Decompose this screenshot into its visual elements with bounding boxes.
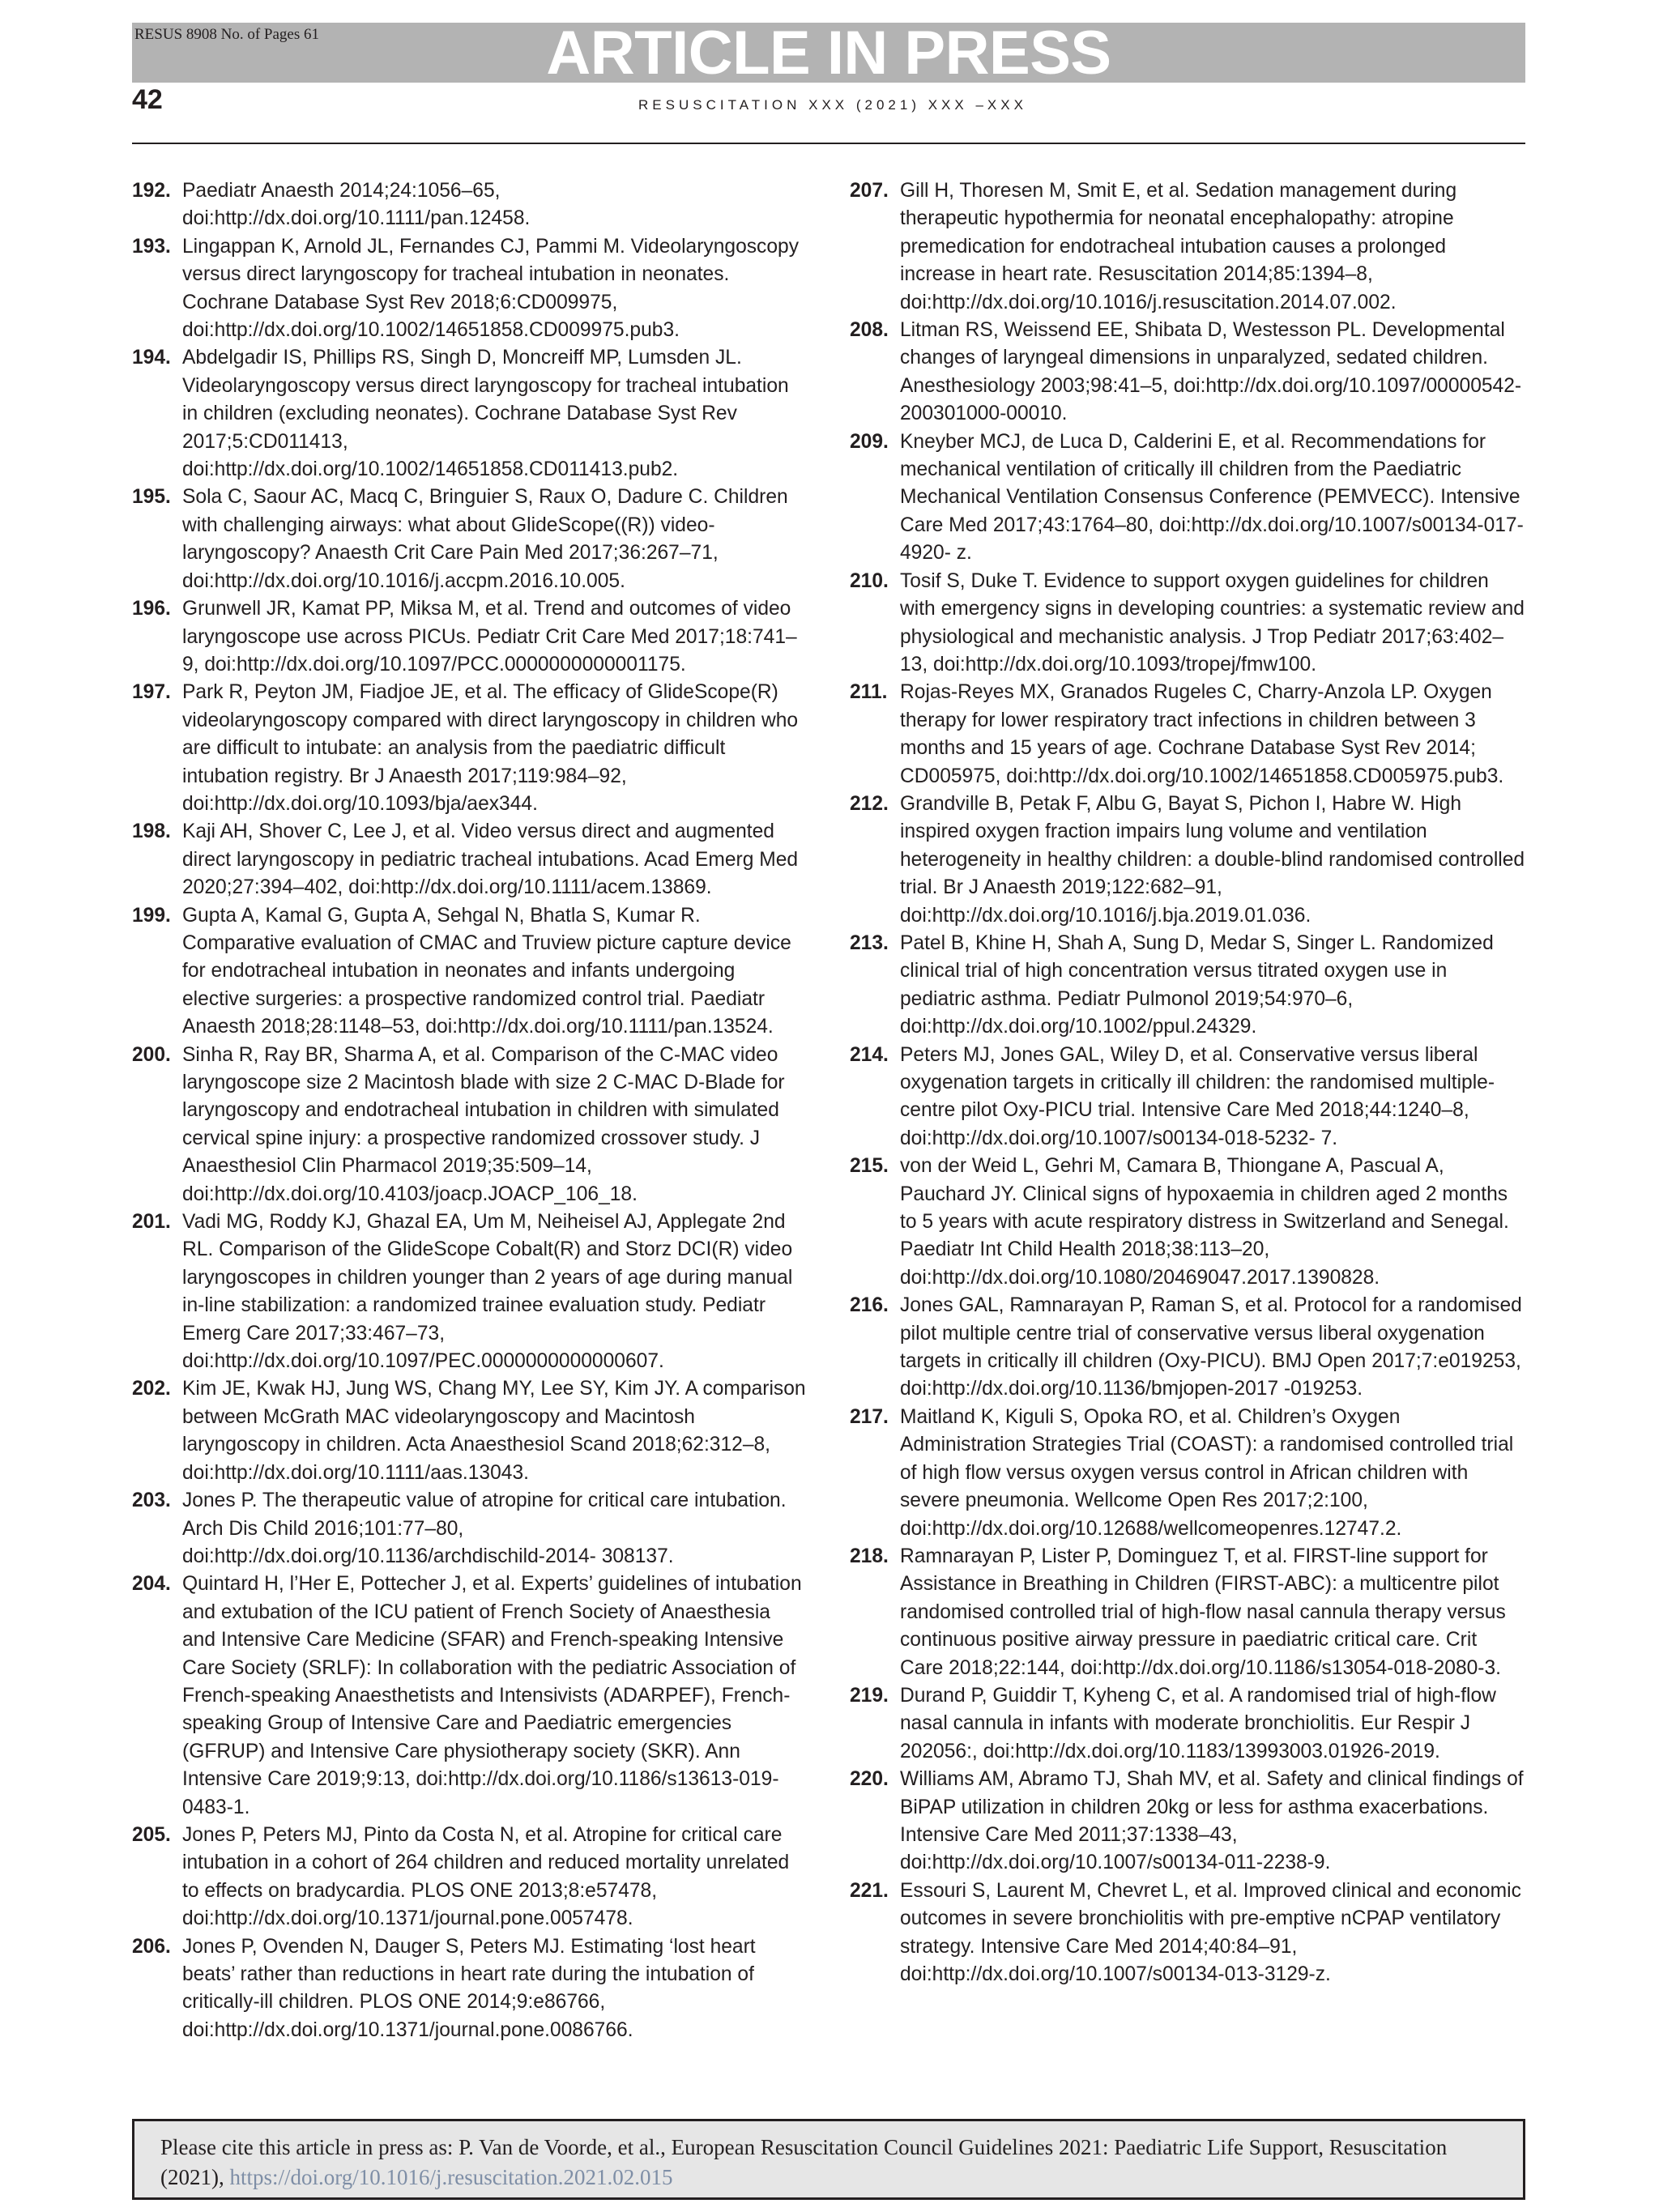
reference-number: 203. [132, 1490, 171, 1512]
reference-number: 205. [132, 1823, 171, 1846]
reference-number: 202. [132, 1378, 171, 1400]
reference-number: 216. [850, 1294, 889, 1317]
reference-number: 207. [850, 180, 889, 202]
reference-item [132, 233, 808, 345]
reference-text: Park R, Peyton JM, Fiadjoe JE, et al. The efficacy of GlideScope(R) videolaryngoscopy compared with direct laryngoscopy in children who are difficult to intubate: an analysis from the paediatric difficult intubation registry. Br J Anaesth 2017;119:984–92, doi:http://dx.doi.org/10.1093/bja/aex344. [182, 681, 799, 815]
reference-number: 214. [850, 1043, 889, 1066]
citation-text: Please cite this article in press as: P. Van de Voorde, et al., European Resuscitation Council Guidelines 2021: Paediatric Life Support, Resuscitation (2021), [160, 2135, 1448, 2189]
reference-number: 197. [132, 681, 171, 704]
reference-text: Ramnarayan P, Lister P, Dominguez T, et al. FIRST-line support for Assistance in Breathing in Children (FIRST-ABC): a multicentre pilot randomised controlled trial of high-flow nasal cannula therapy versus continuous positive airway pressure in paediatric critical care. Crit Care 2018;22:144, doi:http://dx.doi.org/10.1186/s13054-018-2080-3. [900, 1545, 1506, 1679]
reference-text: Jones P, Ovenden N, Dauger S, Peters MJ. Estimating ‘lost heart beats’ rather than reductions in heart rate during the intubation of critically-ill children. PLOS ONE 2014;9:e86766, doi:http://dx.doi.org/10.1371/journal.pone.0086766. [182, 1935, 756, 2041]
reference-number: 204. [132, 1573, 171, 1596]
reference-number: 206. [132, 1935, 171, 1958]
reference-item [850, 1153, 1525, 1292]
reference-list-left [132, 177, 808, 2044]
reference-item [132, 1042, 808, 1208]
journal-running-head: RESUSCITATION XXX (2021) XXX –XXX [638, 97, 1027, 113]
banner-title: ARTICLE IN PRESS [546, 19, 1111, 87]
reference-text: Kaji AH, Shover C, Lee J, et al. Video versus direct and augmented direct laryngoscopy in pediatric tracheal intubations. Acad Emerg Med 2020;27:394–402, doi:http://dx.doi.org/10.1111/acem.13869. [182, 820, 799, 899]
reference-text: Paediatr Anaesth 2014;24:1056–65, doi:http://dx.doi.org/10.1111/pan.12458. [182, 180, 531, 230]
reference-item [132, 1208, 808, 1375]
reference-text: Gupta A, Kamal G, Gupta A, Sehgal N, Bhatla S, Kumar R. Comparative evaluation of CMAC and Truview picture capture device for endotracheal intubation in neonates and infants undergoing elective surgeries: a prospective randomized control trial. Paediatr Anaesth 2018;28:1148–53, doi:http://dx.doi.org/10.1111/pan.13524. [182, 904, 791, 1038]
reference-item [132, 177, 808, 233]
article-id: RESUS 8908 No. of Pages 61 [134, 26, 320, 43]
reference-number: 192. [132, 180, 171, 202]
reference-number: 210. [850, 569, 889, 592]
reference-item [132, 679, 808, 818]
citation-notice [132, 2119, 1525, 2200]
reference-text: von der Weid L, Gehri M, Camara B, Thiongane A, Pascual A, Pauchard JY. Clinical signs of hypoxaemia in children aged 2 months to 5 years with acute respiratory distress in Switzerland and Senegal. Paediatr Int Child Health 2018;38:113–20, doi:http://dx.doi.org/10.1080/20469047.2017.1390828. [900, 1155, 1509, 1289]
reference-item [850, 1292, 1525, 1404]
reference-item [132, 902, 808, 1042]
reference-text: Grandville B, Petak F, Albu G, Bayat S, Pichon I, Habre W. High inspired oxygen fraction impairs lung volume and ventilation heterogeneity in healthy children: a double-blind randomised controlled trial. Br J Anaesth 2019;122:682–91, doi:http://dx.doi.org/10.1016/j.bja.2019.01.036. [900, 792, 1525, 927]
reference-item [132, 344, 808, 484]
reference-item [850, 428, 1525, 568]
reference-text: Sinha R, Ray BR, Sharma A, et al. Comparison of the C-MAC video laryngoscope size 2 Macintosh blade with size 2 C-MAC D-Blade for laryngoscopy and endotracheal intubation in children with simulated cervical spine injury: a prospective randomized crossover study. J Anaesthesiol Clin Pharmacol 2019;35:509–14, doi:http://dx.doi.org/10.4103/joacp.JOACP_106_18. [182, 1043, 785, 1205]
reference-text: Peters MJ, Jones GAL, Wiley D, et al. Conservative versus liberal oxygenation targets in critically ill children: the randomised multiple-centre pilot Oxy-PICU trial. Intensive Care Med 2018;44:1240–8, doi:http://dx.doi.org/10.1007/s00134-018-5232- 7. [900, 1043, 1495, 1149]
reference-item [850, 1404, 1525, 1543]
reference-text: Vadi MG, Roddy KJ, Ghazal EA, Um M, Neiheisel AJ, Applegate 2nd RL. Comparison of the GlideScope Cobalt(R) and Storz DCI(R) video laryngoscopes in children younger than 2 years of age during manual in-line stabilization: a randomized trainee evaluation study. Pediatr Emerg Care 2017;33:467–73, doi:http://dx.doi.org/10.1097/PEC.0000000000000607. [182, 1211, 793, 1373]
reference-number: 220. [850, 1768, 889, 1791]
reference-text: Quintard H, l’Her E, Pottecher J, et al. Experts’ guidelines of intubation and extubation of the ICU patient of French Society of Anaesthesia and Intensive Care Medicine (SFAR) and French-speaking Intensive Care Society (SRLF): In collaboration with the pediatric Association of French-speaking Anaesthetists and Intensivists (ADARPEF), French-speaking Group of Intensive Care and Paediatric emergencies (GFRUP) and Intensive Care physiotherapy society (SKR). Ann Intensive Care 2019;9:13, doi:http://dx.doi.org/10.1186/s13613-019-0483-1. [182, 1573, 802, 1818]
reference-text: Tosif S, Duke T. Evidence to support oxygen guidelines for children with emergency signs in developing countries: a systematic review and physiological and mechanistic analysis. J Trop Pediatr 2017;63:402–13, doi:http://dx.doi.org/10.1093/tropej/fmw100. [900, 569, 1525, 676]
reference-item [132, 484, 808, 595]
reference-number: 194. [132, 347, 171, 369]
reference-item [132, 1487, 808, 1571]
reference-number: 219. [850, 1684, 889, 1707]
reference-text: Jones P. The therapeutic value of atropine for critical care intubation. Arch Dis Child 2016;101:77–80, doi:http://dx.doi.org/10.1136/archdischild-2014- 308137. [182, 1490, 787, 1567]
reference-item [850, 1543, 1525, 1682]
reference-number: 215. [850, 1155, 889, 1178]
reference-text: Jones GAL, Ramnarayan P, Raman S, et al. Protocol for a randomised pilot multiple centre trial of conservative versus liberal oxygenation targets in critically ill children (Oxy-PICU). BMJ Open 2017;7:e019253, doi:http://dx.doi.org/10.1136/bmjopen-2017 -019253. [900, 1294, 1522, 1400]
reference-text: Jones P, Peters MJ, Pinto da Costa N, et al. Atropine for critical care intubation in a cohort of 264 children and reduced mortality unrelated to effects on bradycardia. PLOS ONE 2013;8:e57478, doi:http://dx.doi.org/10.1371/journal.pone.0057478. [182, 1823, 790, 1930]
reference-item [850, 317, 1525, 428]
reference-item [850, 1766, 1525, 1877]
reference-text: Kneyber MCJ, de Luca D, Calderini E, et al. Recommendations for mechanical ventilation of critically ill children from the Paediatric Mechanical Ventilation Consensus Conference (PEMVECC). Intensive Care Med 2017;43:1764–80, doi:http://dx.doi.org/10.1007/s00134-017-4920- z. [900, 430, 1524, 565]
page-number: 42 [132, 84, 163, 115]
reference-item [132, 818, 808, 901]
reference-number: 208. [850, 319, 889, 342]
reference-number: 196. [132, 598, 171, 620]
reference-number: 221. [850, 1879, 889, 1902]
reference-text: Essouri S, Laurent M, Chevret L, et al. Improved clinical and economic outcomes in severe bronchiolitis with pre-emptive nCPAP ventilatory strategy. Intensive Care Med 2014;40:84–91, doi:http://dx.doi.org/10.1007/s00134-013-3129-z. [900, 1879, 1521, 1985]
reference-number: 199. [132, 904, 171, 927]
reference-text: Grunwell JR, Kamat PP, Miksa M, et al. Trend and outcomes of video laryngoscope use across PICUs. Pediatr Crit Care Med 2017;18:741–9, doi:http://dx.doi.org/10.1097/PCC.0000000000001175. [182, 598, 797, 676]
reference-number: 213. [850, 931, 889, 954]
reference-item [850, 177, 1525, 317]
reference-text: Litman RS, Weissend EE, Shibata D, Westesson PL. Developmental changes of laryngeal dimensions in unparalyzed, sedated children. Anesthesiology 2003;98:41–5, doi:http://dx.doi.org/10.1097/00000542- 200301000-00010. [900, 319, 1522, 425]
reference-number: 217. [850, 1405, 889, 1428]
reference-number: 193. [132, 235, 171, 258]
reference-text: Gill H, Thoresen M, Smit E, et al. Sedation management during therapeutic hypothermia for neonatal encephalopathy: atropine premedication for endotracheal intubation causes a prolonged increase in heart rate. Resuscitation 2014;85:1394–8, doi:http://dx.doi.org/10.1016/j.resuscitation.2014.07.002. [900, 180, 1457, 313]
reference-number: 211. [850, 681, 888, 704]
reference-item [850, 568, 1525, 680]
reference-text: Durand P, Guiddir T, Kyheng C, et al. A randomised trial of high-flow nasal cannula in infants with moderate bronchiolitis. Eur Respir J 202056:, doi:http://dx.doi.org/10.1183/13993003.01926-2019. [900, 1684, 1496, 1762]
reference-text: Williams AM, Abramo TJ, Shah MV, et al. Safety and clinical findings of BiPAP utilization in children 20kg or less for asthma exacerbations. Intensive Care Med 2011;37:1338–43, doi:http://dx.doi.org/10.1007/s00134-011-2238-9. [900, 1768, 1524, 1874]
reference-text: Kim JE, Kwak HJ, Jung WS, Chang MY, Lee SY, Kim JY. A comparison between McGrath MAC videolaryngoscopy and Macintosh laryngoscopy in children. Acta Anaesthesiol Scand 2018;62:312–8, doi:http://dx.doi.org/10.1111/aas.13043. [182, 1378, 806, 1484]
reference-number: 218. [850, 1545, 889, 1567]
citation-doi-link[interactable]: https://doi.org/10.1016/j.resuscitation.2021.02.015 [229, 2165, 673, 2189]
reference-item [132, 1822, 808, 1933]
reference-item [850, 1682, 1525, 1766]
reference-text: Abdelgadir IS, Phillips RS, Singh D, Moncreiff MP, Lumsden JL. Videolaryngoscopy versus direct laryngoscopy for tracheal intubation in children (excluding neonates). Cochrane Database Syst Rev 2017;5:CD011413, doi:http://dx.doi.org/10.1002/14651858.CD011413.pub2. [182, 347, 789, 481]
reference-item [132, 595, 808, 679]
reference-number: 209. [850, 430, 889, 453]
reference-item [850, 791, 1525, 930]
reference-number: 198. [132, 820, 171, 843]
reference-number: 195. [132, 486, 171, 509]
reference-list-right [850, 177, 1525, 1988]
reference-item [850, 930, 1525, 1042]
reference-number: 200. [132, 1043, 171, 1066]
reference-text: Rojas-Reyes MX, Granados Rugeles C, Charry-Anzola LP. Oxygen therapy for lower respiratory tract infections in children between 3 months and 15 years of age. Cochrane Database Syst Rev 2014; CD005975, doi:http://dx.doi.org/10.1002/14651858.CD005975.pub3. [900, 681, 1504, 787]
reference-number: 212. [850, 792, 889, 815]
header-divider [132, 143, 1525, 144]
reference-item [132, 1571, 808, 1822]
reference-text: Patel B, Khine H, Shah A, Sung D, Medar S, Singer L. Randomized clinical trial of high concentration versus titrated oxygen use in pediatric asthma. Pediatr Pulmonol 2019;54:970–6, doi:http://dx.doi.org/10.1002/ppul.24329. [900, 931, 1494, 1038]
reference-text: Lingappan K, Arnold JL, Fernandes CJ, Pammi M. Videolaryngoscopy versus direct laryngoscopy for tracheal intubation in neonates. Cochrane Database Syst Rev 2018;6:CD009975, doi:http://dx.doi.org/10.1002/14651858.CD009975.pub3. [182, 235, 800, 342]
reference-text: Maitland K, Kiguli S, Opoka RO, et al. Children’s Oxygen Administration Strategies Trial (COAST): a randomised controlled trial of high flow versus oxygen versus control in African children with severe pneumonia. Wellcome Open Res 2017;2:100, doi:http://dx.doi.org/10.12688/wellcomeopenres.12747.2. [900, 1405, 1514, 1540]
reference-text: Sola C, Saour AC, Macq C, Bringuier S, Raux O, Dadure C. Children with challenging airways: what about GlideScope((R)) video-laryngoscopy? Anaesth Crit Care Pain Med 2017;36:267–71, doi:http://dx.doi.org/10.1016/j.accpm.2016.10.005. [182, 486, 788, 592]
reference-item [850, 1877, 1525, 1989]
reference-item [132, 1933, 808, 2045]
reference-item [850, 679, 1525, 791]
reference-item [132, 1375, 808, 1487]
reference-item [850, 1042, 1525, 1153]
reference-number: 201. [132, 1211, 171, 1234]
